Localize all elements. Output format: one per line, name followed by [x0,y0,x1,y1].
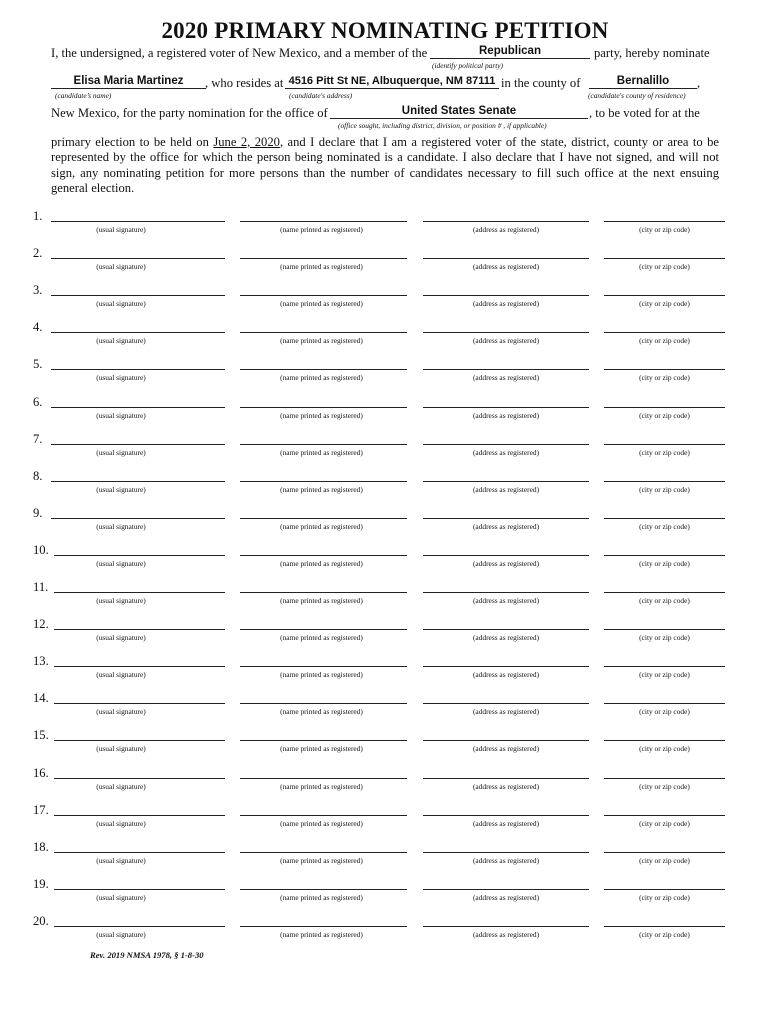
signature-label: (usual signature) [96,855,146,865]
address-label: (address as registered) [472,892,540,902]
signature-label: (usual signature) [96,633,146,643]
printed-name-line[interactable] [240,926,407,927]
city-zip-label: (city or zip code) [639,262,690,272]
office-caption: (office sought, including district, division, or position # , if applicable) [338,121,547,130]
signature-row [0,802,770,835]
signature-row [0,913,770,946]
row-number: 16. [33,765,49,780]
election-date: June 2, 2020 [213,135,280,149]
address-label: (address as registered) [472,336,540,346]
row-number: 19. [33,876,49,891]
signature-line[interactable] [54,703,225,704]
printed-name-line[interactable] [240,703,407,704]
signature-row [0,359,770,389]
address-label: (address as registered) [472,447,540,457]
city-zip-label: (city or zip code) [639,373,690,383]
office-suffix-text: , to be voted for at the [589,106,700,120]
printed-name-line[interactable] [240,444,407,445]
city-zip-line[interactable] [604,221,725,222]
revision-footer: Rev. 2019 NMSA 1978, § 1-8-30 [90,950,204,960]
signature-line[interactable] [54,629,225,630]
printed-name-label: (name printed as registered) [280,781,363,791]
printed-name-line[interactable] [240,555,407,556]
address-label: (address as registered) [472,225,540,234]
declaration-part2: , and I declare that I am a registered voter of the state, district, county or area to be represented by the office for which the person being nominated is a candidate. I also declare that I have not signed, and will not sign, any nominating petition for more persons than the number of candidates necessary to fill such office at the next ensuing general election. [51,135,719,195]
address-line[interactable] [423,592,589,593]
printed-name-label: (name printed as registered) [280,929,363,939]
row-number: 4. [33,320,43,335]
address-line[interactable] [423,407,589,408]
petition-title: 2020 PRIMARY NOMINATING PETITION [161,18,609,43]
signature-line[interactable] [54,852,225,853]
city-zip-label: (city or zip code) [639,558,690,568]
county-comma: , [697,76,701,90]
county-field[interactable]: Bernalillo [589,75,697,89]
address-line[interactable] [423,295,589,296]
address-label: (address as registered) [472,744,540,754]
city-zip-line[interactable] [604,740,725,741]
printed-name-label: (name printed as registered) [280,299,363,309]
city-zip-label: (city or zip code) [639,929,690,939]
signature-label: (usual signature) [96,373,146,383]
signature-line[interactable] [51,481,225,482]
row-number: 3. [33,283,43,298]
address-line[interactable] [423,852,589,853]
signature-row [0,693,770,723]
candidate-name-field[interactable]: Elisa Maria Martinez [51,75,206,89]
signature-label: (usual signature) [96,336,146,346]
signature-label: (usual signature) [96,744,146,754]
signature-label: (usual signature) [96,892,146,902]
printed-name-line[interactable] [240,889,407,890]
row-number: 20. [33,913,49,928]
signature-line[interactable] [54,555,225,556]
row-number: 14. [33,691,49,706]
declaration-paragraph [51,135,719,196]
printed-name-line[interactable] [240,481,407,482]
address-line[interactable] [423,889,589,890]
city-zip-label: (city or zip code) [639,484,690,494]
signature-label: (usual signature) [96,447,146,457]
city-zip-line[interactable] [604,407,725,408]
printed-name-label: (name printed as registered) [280,855,363,865]
row-number: 8. [33,468,43,483]
city-zip-line[interactable] [604,926,725,927]
row-number: 7. [33,431,43,446]
printed-name-line[interactable] [240,778,407,779]
party-line [51,45,721,61]
city-zip-line[interactable] [604,666,725,667]
row-number: 12. [33,617,49,632]
row-number: 10. [33,542,49,557]
signature-row [0,468,770,501]
city-zip-label: (city or zip code) [639,744,690,754]
address-label: (address as registered) [472,410,540,420]
signature-label: (usual signature) [96,558,146,568]
city-zip-label: (city or zip code) [639,781,690,791]
office-prefix-text: New Mexico, for the party nomination for the office of [51,106,328,120]
row-number: 15. [33,728,49,743]
signature-line[interactable] [51,221,225,222]
signature-row [0,839,770,872]
city-zip-line[interactable] [604,592,725,593]
address-line[interactable] [423,666,589,667]
signature-label: (usual signature) [96,781,146,791]
signature-label: (usual signature) [96,521,146,531]
signature-line[interactable] [54,889,225,890]
printed-name-label: (name printed as registered) [280,484,363,494]
city-zip-label: (city or zip code) [639,225,690,234]
city-zip-line[interactable] [604,258,725,259]
address-line[interactable] [423,778,589,779]
printed-name-label: (name printed as registered) [280,410,363,420]
printed-name-label: (name printed as registered) [280,373,363,383]
signature-row [0,248,770,278]
printed-name-line[interactable] [240,407,407,408]
city-zip-line[interactable] [604,481,725,482]
signature-row [0,619,770,649]
signature-label: (usual signature) [96,929,146,939]
printed-name-line[interactable] [240,221,407,222]
office-field[interactable]: United States Senate [330,105,588,119]
printed-name-line[interactable] [240,258,407,259]
signature-label: (usual signature) [96,818,146,828]
printed-name-label: (name printed as registered) [280,558,363,568]
signature-row [0,765,770,798]
address-line[interactable] [423,332,589,333]
city-zip-label: (city or zip code) [639,447,690,457]
party-suffix-text: party, hereby nominate [594,46,710,60]
signature-line[interactable] [54,815,225,816]
city-zip-label: (city or zip code) [639,410,690,420]
printed-name-line[interactable] [240,666,407,667]
signature-label: (usual signature) [96,299,146,309]
signature-line[interactable] [54,592,225,593]
row-number: 17. [33,802,49,817]
address-line[interactable] [423,629,589,630]
address-label: (address as registered) [472,855,540,865]
city-zip-line[interactable] [604,778,725,779]
printed-name-line[interactable] [240,740,407,741]
printed-name-line[interactable] [240,592,407,593]
address-line[interactable] [423,740,589,741]
candidate-line [51,75,721,91]
office-line [51,105,721,121]
signature-row [0,582,770,612]
signature-label: (usual signature) [96,484,146,494]
row-number: 11. [33,580,49,594]
printed-name-label: (name printed as registered) [280,262,363,272]
address-line[interactable] [423,258,589,259]
address-label: (address as registered) [472,929,540,939]
printed-name-label: (name printed as registered) [280,596,363,605]
address-label: (address as registered) [472,521,540,531]
signature-row [0,542,770,575]
county-text: in the county of [501,76,581,90]
declaration-part1: primary election to be held on [51,135,214,149]
row-number: 5. [33,357,43,372]
city-zip-label: (city or zip code) [639,299,690,309]
address-label: (address as registered) [472,299,540,309]
row-number: 6. [33,394,43,409]
city-zip-label: (city or zip code) [639,336,690,346]
address-label: (address as registered) [472,670,540,680]
name-caption: (candidate’s name) [55,91,112,100]
signature-row [0,505,770,538]
address-label: (address as registered) [472,818,540,828]
signature-row [0,394,770,427]
printed-name-label: (name printed as registered) [280,818,363,828]
intro-text: I, the undersigned, a registered voter of New Mexico, and a member of the [51,46,428,60]
city-zip-label: (city or zip code) [639,633,690,643]
signature-row [0,656,770,686]
printed-name-label: (name printed as registered) [280,336,363,346]
printed-name-line[interactable] [240,518,407,519]
city-zip-line[interactable] [604,295,725,296]
signature-line[interactable] [51,518,225,519]
party-field[interactable]: Republican [430,45,590,59]
printed-name-line[interactable] [240,332,407,333]
city-zip-line[interactable] [604,444,725,445]
address-line[interactable] [423,518,589,519]
address-label: (address as registered) [472,373,540,383]
address-label: (address as registered) [472,484,540,494]
address-line[interactable] [423,815,589,816]
signature-row [0,211,770,241]
city-zip-line[interactable] [604,815,725,816]
printed-name-line[interactable] [240,815,407,816]
address-label: (address as registered) [472,558,540,568]
signature-line[interactable] [54,926,225,927]
printed-name-label: (name printed as registered) [280,225,363,234]
printed-name-label: (name printed as registered) [280,707,363,717]
address-label: (address as registered) [472,781,540,791]
address-line[interactable] [423,221,589,222]
printed-name-label: (name printed as registered) [280,670,363,680]
signature-line[interactable] [54,740,225,741]
county-caption: (candidate's county of residence) [588,91,686,100]
city-zip-line[interactable] [604,332,725,333]
printed-name-line[interactable] [240,295,407,296]
printed-name-label: (name printed as registered) [280,521,363,531]
address-label: (address as registered) [472,596,540,605]
address-label: (address as registered) [472,262,540,272]
address-label: (address as registered) [472,633,540,643]
city-zip-line[interactable] [604,518,725,519]
signature-line[interactable] [51,295,225,296]
signature-line[interactable] [51,407,225,408]
printed-name-label: (name printed as registered) [280,744,363,754]
city-zip-label: (city or zip code) [639,818,690,828]
city-zip-label: (city or zip code) [639,596,690,605]
city-zip-line[interactable] [604,703,725,704]
address-line[interactable] [423,444,589,445]
signature-row [0,285,770,315]
candidate-address-field[interactable]: 4516 Pitt St NE, Albuquerque, NM 87111 [285,75,499,89]
address-line[interactable] [423,555,589,556]
city-zip-line[interactable] [604,629,725,630]
resides-text: , who resides at [205,76,284,90]
printed-name-line[interactable] [240,369,407,370]
signature-label: (usual signature) [96,596,146,605]
address-caption: (candidate's address) [289,91,353,100]
printed-name-label: (name printed as registered) [280,892,363,902]
printed-name-label: (name printed as registered) [280,447,363,457]
city-zip-label: (city or zip code) [639,892,690,902]
signature-line[interactable] [51,369,225,370]
city-zip-label: (city or zip code) [639,670,690,680]
signature-line[interactable] [51,444,225,445]
address-line[interactable] [423,703,589,704]
address-line[interactable] [423,481,589,482]
signature-label: (usual signature) [96,670,146,680]
row-number: 1. [33,209,43,223]
signature-line[interactable] [54,666,225,667]
signature-line[interactable] [51,258,225,259]
city-zip-label: (city or zip code) [639,707,690,717]
city-zip-label: (city or zip code) [639,521,690,531]
address-label: (address as registered) [472,707,540,717]
signature-label: (usual signature) [96,225,146,234]
row-number: 13. [33,654,49,669]
city-zip-line[interactable] [604,369,725,370]
signature-line[interactable] [51,332,225,333]
signature-row [0,876,770,909]
printed-name-label: (name printed as registered) [280,633,363,643]
row-number: 9. [33,505,43,520]
signature-row [0,730,770,760]
address-line[interactable] [423,369,589,370]
city-zip-label: (city or zip code) [639,855,690,865]
printed-name-line[interactable] [240,629,407,630]
city-zip-line[interactable] [604,852,725,853]
signature-label: (usual signature) [96,410,146,420]
signature-label: (usual signature) [96,262,146,272]
address-line[interactable] [423,926,589,927]
row-number: 2. [33,246,43,261]
city-zip-line[interactable] [604,889,725,890]
city-zip-line[interactable] [604,555,725,556]
signature-row [0,431,770,464]
row-number: 18. [33,839,49,854]
signature-row [0,322,770,352]
signature-line[interactable] [54,778,225,779]
printed-name-line[interactable] [240,852,407,853]
signature-label: (usual signature) [96,707,146,717]
party-caption: (identify political party) [432,61,504,70]
